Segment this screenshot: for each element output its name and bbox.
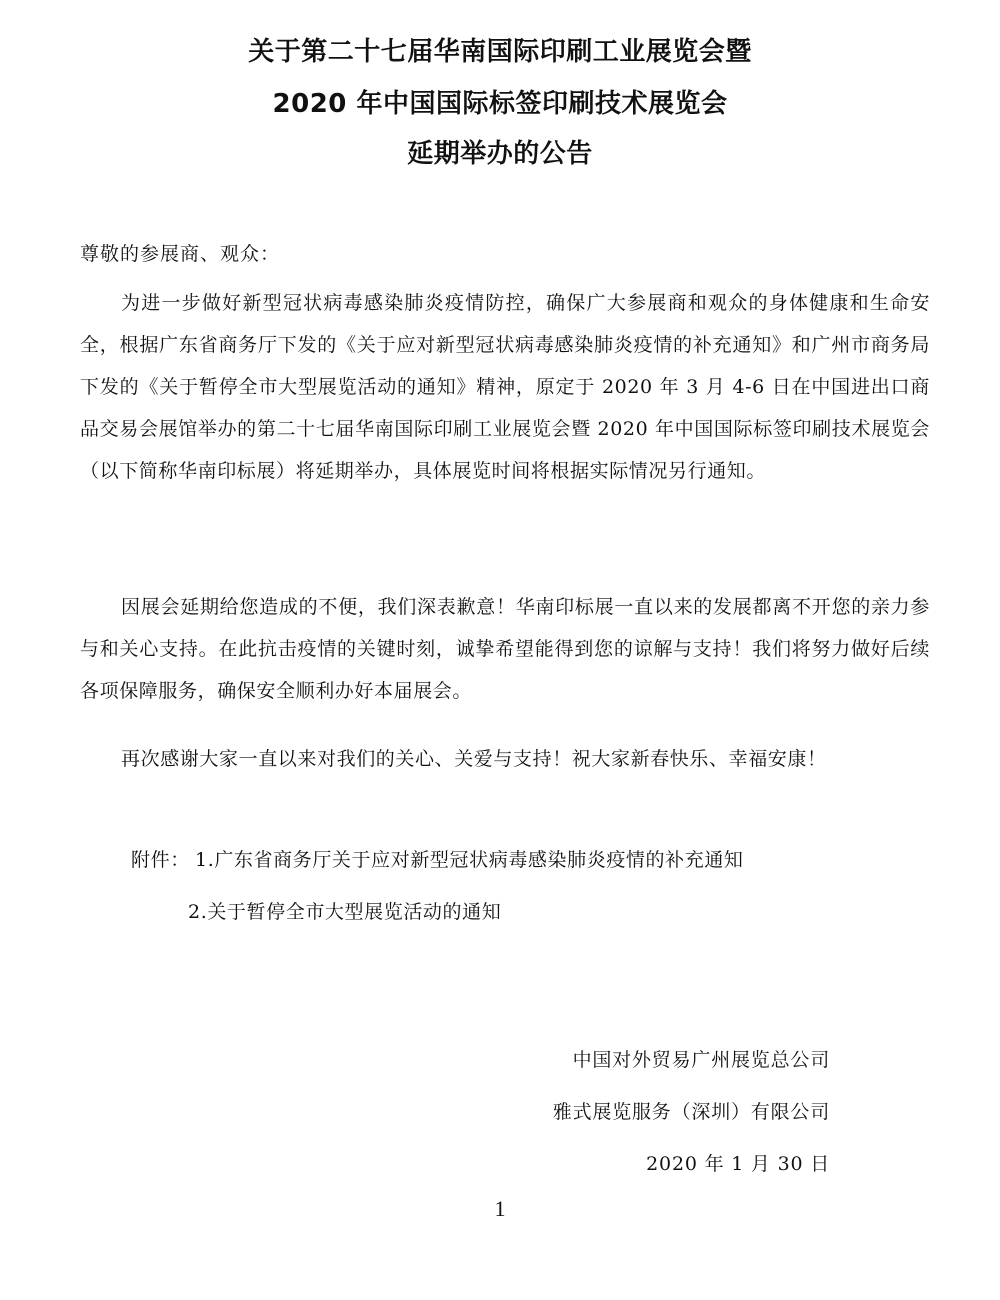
salutation: 尊敬的参展商、观众： <box>80 243 281 265</box>
title-line-2: 2020 年中国国际标签印刷技术展览会 <box>272 89 728 119</box>
attachment-item-2: 2.关于暂停全市大型展览活动的通知 <box>188 901 502 923</box>
paragraph-1: 为进一步做好新型冠状病毒感染肺炎疫情防控，确保广大参展商和观众的身体健康和生命安全，根据广东省商务厅下发的《关于应对新型冠状病毒感染肺炎疫情的补充通知》和广州市商务局下发的《关于暂停全市大型展览活动的通知》精神，原定于 2020 年 3 月 4-6 日在中国进出口商品交易会展馆举办的第二十七届华南国际印刷工业展览会暨 2020 年中国国际标签印刷技术展览会（以下简称华南印标展）将延期举办，具体展览时间将根据实际情况另行通知。 <box>80 292 930 482</box>
title-line-3: 延期举办的公告 <box>407 139 593 169</box>
page-number: 1 <box>494 1196 506 1221</box>
attachment-label: 附件： <box>131 849 190 871</box>
attachment-item-1: 1.广东省商务厅关于应对新型冠状病毒感染肺炎疫情的补充通知 <box>195 849 744 871</box>
signature-org-1: 中国对外贸易广州展览总公司 <box>572 1049 830 1071</box>
paragraph-2: 因展会延期给您造成的不便，我们深表歉意！华南印标展一直以来的发展都离不开您的亲力参与和关心支持。在此抗击疫情的关键时刻，诚挚希望能得到您的谅解与支持！我们将努力做好后续各项保障服务，确保安全顺利办好本届展会。 <box>80 596 930 702</box>
paragraph-3: 再次感谢大家一直以来对我们的关心、关爱与支持！祝大家新春快乐、幸福安康！ <box>121 748 827 770</box>
title-line-1: 关于第二十七届华南国际印刷工业展览会暨 <box>248 37 752 67</box>
signature-org-2: 雅式展览服务（深圳）有限公司 <box>552 1101 830 1123</box>
signature-date: 2020 年 1 月 30 日 <box>646 1153 830 1175</box>
